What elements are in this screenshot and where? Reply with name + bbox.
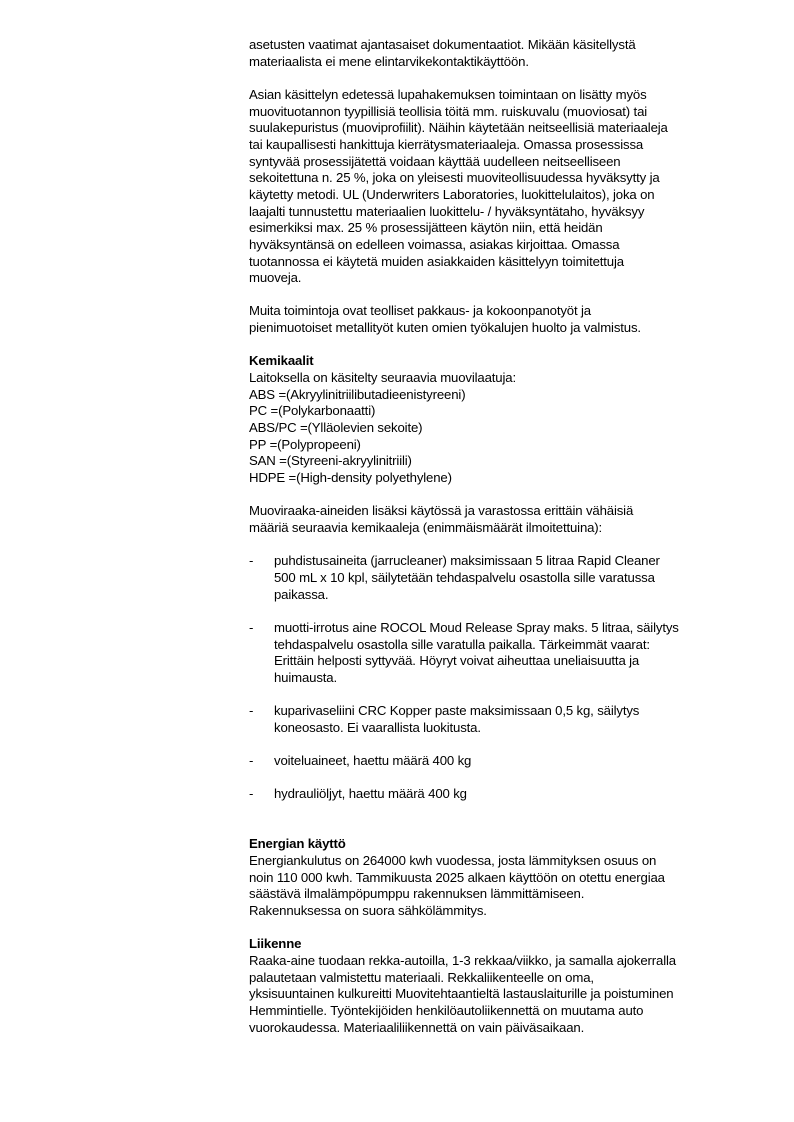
chemical-list-item — [249, 753, 749, 770]
text-line: esimerkiksi max. 25 % prosessijätteen käytön niin, että heidän — [249, 220, 603, 236]
text-line: käytetty metodi. UL (Underwriters Laboratories, luokittelulaitos), joka on — [249, 186, 655, 202]
chemical-list-item — [249, 553, 749, 603]
plastic-type: PP =(Polypropeeni) — [249, 436, 361, 452]
text-line: sekoitettuna n. 25 %, joka on yleisesti muoviteollisuudessa hyväksytty ja — [249, 170, 660, 186]
text-line: muoveja. — [249, 270, 302, 286]
text-line: hydrauliöljyt, haettu määrä 400 kg — [274, 786, 467, 802]
chemical-list-item — [249, 620, 749, 687]
document-page — [249, 37, 749, 1053]
plastic-type: ABS/PC =(Ylläolevien sekoite) — [249, 420, 423, 436]
bullet-dash: - — [249, 753, 254, 769]
text-line: Laitoksella on käsitelty seuraavia muovilaatuja: — [249, 370, 516, 386]
text-line: voiteluaineet, haettu määrä 400 kg — [274, 753, 472, 769]
intro-paragraph — [249, 37, 749, 70]
spacer — [249, 820, 749, 837]
text-line: tai kaupallisesti hankittuja kierrätysmateriaaleja. Omassa prosessissa — [249, 136, 644, 152]
bullet-dash: - — [249, 703, 254, 719]
chemicals-section — [249, 353, 749, 486]
text-line: säästävä ilmalämpöpumppu rakennuksen lämmittämiseen. — [249, 886, 585, 902]
plastic-type: HDPE =(High-density polyethylene) — [249, 470, 452, 486]
text-line: Raaka-aine tuodaan rekka-autoilla, 1-3 rekkaa/viikko, ja samalla ajokerralla — [249, 952, 676, 968]
text-line: muovituotannon tyypillisiä teollisia töitä mm. ruiskuvalu (muoviosat) tai — [249, 103, 648, 119]
text-line: vuorokaudessa. Materiaaliliikennettä on vain päiväsaikaan. — [249, 1019, 585, 1035]
other-activities-paragraph — [249, 303, 749, 336]
text-line: 500 mL x 10 kpl, säilytetään tehdaspalvelu osastolla sille varatussa — [274, 569, 655, 585]
process-paragraph — [249, 87, 749, 287]
bullet-dash: - — [249, 786, 254, 802]
chemical-list-item — [249, 703, 749, 736]
text-line: Asian käsittelyn edetessä lupahakemuksen toimintaan on lisätty myös — [249, 86, 647, 102]
chemical-list-item — [249, 786, 749, 803]
text-line: Erittäin helposti syttyvää. Höyryt voivat aiheuttaa uneliaisuutta ja — [274, 653, 640, 669]
text-line: Muoviraaka-aineiden lisäksi käytössä ja varastossa erittäin vähäisiä — [249, 503, 634, 519]
text-line: kuparivaseliini CRC Kopper paste maksimissaan 0,5 kg, säilytys — [274, 703, 640, 719]
plastic-type: ABS =(Akryylinitriilibutadieenistyreeni) — [249, 386, 466, 402]
text-line: Muita toimintoja ovat teolliset pakkaus- ja kokoonpanotyöt ja — [249, 303, 591, 319]
text-line: huimausta. — [274, 669, 338, 685]
chemicals-heading: Kemikaalit — [249, 353, 314, 369]
traffic-heading: Liikenne — [249, 936, 302, 952]
text-line: noin 110 000 kwh. Tammikuusta 2025 alkaen käyttöön on otettu energiaa — [249, 869, 665, 885]
text-line: pienimuotoiset metallityöt kuten omien työkalujen huolto ja valmistus. — [249, 320, 641, 336]
text-line: puhdistusaineita (jarrucleaner) maksimissaan 5 litraa Rapid Cleaner — [274, 553, 660, 569]
text-line: Hemmintielle. Työntekijöiden henkilöautoliikennettä on muutama auto — [249, 1002, 644, 1018]
text-line: yksisuuntainen kulkureitti Muovitehtaantieltä lastauslaiturille ja poistuminen — [249, 986, 674, 1002]
traffic-section — [249, 936, 749, 1036]
text-line: Energiankulutus on 264000 kwh vuodessa, josta lämmityksen osuus on — [249, 852, 657, 868]
text-line: muotti-irrotus aine ROCOL Moud Release Spray maks. 5 litraa, säilytys — [274, 619, 679, 635]
text-line: palautetaan valmistettu materiaali. Rekkaliikenteelle on oma, — [249, 969, 594, 985]
plastic-type: SAN =(Styreeni-akryylinitriili) — [249, 453, 412, 469]
text-line: asetusten vaatimat ajantasaiset dokumentaatiot. Mikään käsitellystä — [249, 37, 636, 52]
bullet-dash: - — [249, 553, 254, 569]
energy-heading: Energian käyttö — [249, 836, 346, 852]
text-line: paikassa. — [274, 586, 329, 602]
text-line: laajalti tunnustettu materiaalien luokittelu- / hyväksyntätaho, hyväksyy — [249, 203, 645, 219]
text-line: syntyvää prosessijätettä voidaan käyttää uudelleen neitseelliseen — [249, 153, 621, 169]
text-line: koneosasto. Ei vaarallista luokitusta. — [274, 719, 481, 735]
text-line: suulakepuristus (muoviprofiilit). Näihin käytetään neitseellisiä materiaaleja — [249, 120, 668, 136]
text-line: tehdaspalvelu osastolla sille varatulla paikalla. Tärkeimmät vaarat: — [274, 636, 650, 652]
chemicals-intro-paragraph — [249, 503, 749, 536]
text-line: tuotannossa ei käytetä muiden asiakkaiden käsittelyyn toimitettuja — [249, 253, 624, 269]
plastic-type: PC =(Polykarbonaatti) — [249, 403, 376, 419]
text-line: hyväksyntänsä on edelleen voimassa, asiakas kirjoittaa. Omassa — [249, 236, 620, 252]
energy-section — [249, 836, 749, 919]
text-line: materiaalista ei mene elintarvikekontaktikäyttöön. — [249, 53, 529, 69]
text-line: määriä seuraavia kemikaaleja (enimmäismäärät ilmoitettuina): — [249, 519, 603, 535]
bullet-dash: - — [249, 619, 254, 635]
text-line: Rakennuksessa on suora sähkölämmitys. — [249, 902, 487, 918]
